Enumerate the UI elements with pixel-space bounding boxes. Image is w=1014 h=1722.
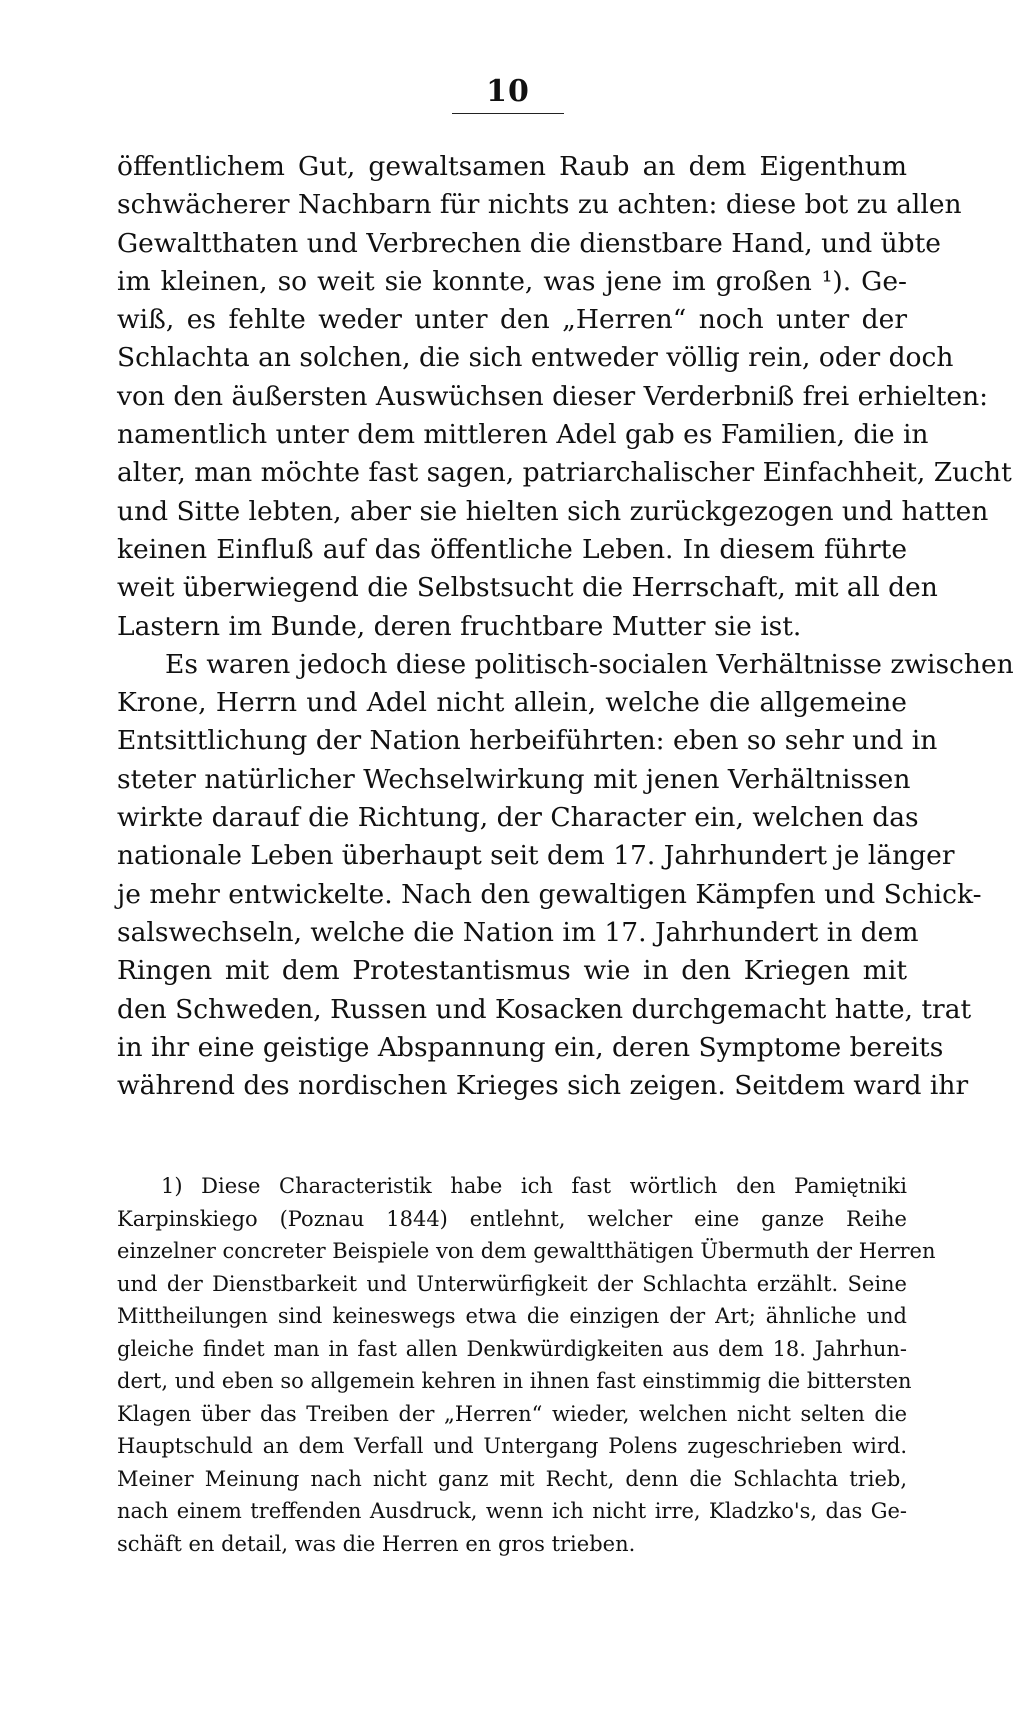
text-line: weit überwiegend die Selbstsucht die Herrschaft, mit all den — [117, 572, 938, 604]
page-number: 10 — [486, 74, 530, 109]
text-line: steter natürlicher Wechselwirkung mit jenen Verhältnissen — [117, 763, 911, 795]
footnote-line: schäft en detail, was die Herren en gros trieben. — [117, 1531, 636, 1556]
text-line: Schlachta an solchen, die sich entweder völlig rein, oder doch — [117, 342, 954, 374]
footnote-line: Karpinskiego (Poznau 1844) entlehnt, welcher eine ganze Reihe — [117, 1206, 907, 1231]
text-line: von den äußersten Auswüchsen dieser Verderbniß frei erhielten: — [117, 380, 989, 412]
footnote-line: und der Dienstbarkeit und Unterwürfigkeit der Schlachta erzählt. Seine — [117, 1271, 907, 1296]
text-line: während des nordischen Krieges sich zeigen. Seitdem ward ihr — [117, 1070, 969, 1102]
footnote-line: 1) Diese Characteristik habe ich fast wörtlich den Pamiętniki — [161, 1174, 907, 1198]
text-line: salswechseln, welche die Nation im 17. Jahrhundert in dem — [117, 916, 919, 948]
text-line: und Sitte lebten, aber sie hielten sich zurückgezogen und hatten — [117, 495, 989, 527]
text-line: Ringen mit dem Protestantismus wie in den Kriegen mit — [117, 955, 907, 987]
footnote-line: nach einem treffenden Ausdruck, wenn ich nicht irre, Kladzko's, das Ge- — [117, 1499, 907, 1523]
text-line: keinen Einfluß auf das öffentliche Leben. In diesem führte — [117, 533, 907, 565]
text-line: Krone, Herrn und Adel nicht allein, welche die allgemeine — [117, 687, 907, 719]
text-line: öffentlichem Gut, gewaltsamen Raub an dem Eigenthum — [117, 151, 907, 182]
text-line: wirkte darauf die Richtung, der Character ein, welchen das — [117, 802, 919, 834]
text-line: im kleinen, so weit sie konnte, was jene im großen ¹). Ge- — [117, 265, 907, 297]
text-line: Entsittlichung der Nation herbeiführten: eben so sehr und in — [117, 725, 938, 757]
footnote-line: Klagen über das Treiben der „Herren“ wieder, welchen nicht selten die — [117, 1401, 907, 1426]
text-line: wiß, es fehlte weder unter den „Herren“ noch unter der — [117, 304, 907, 336]
main-text — [117, 148, 1014, 1105]
footnote-line: gleiche findet man in fast allen Denkwürdigkeiten aus dem 18. Jahrhun- — [117, 1336, 907, 1361]
text-line: namentlich unter dem mittleren Adel gab es Familien, die in — [117, 419, 929, 451]
footnote-line: Hauptschuld an dem Verfall und Untergang Polens zugeschrieben wird. — [117, 1434, 907, 1458]
footnote-line: Mittheilungen sind keineswegs etwa die einzigen der Art; ähnliche und — [117, 1304, 907, 1328]
footnote-line: dert, und eben so allgemein kehren in ihnen fast einstimmig die bittersten — [117, 1369, 912, 1393]
footnote-line: Meiner Meinung nach nicht ganz mit Recht, denn die Schlachta trieb, — [117, 1466, 907, 1491]
text-line: nationale Leben überhaupt seit dem 17. Jahrhundert je länger — [117, 840, 955, 872]
footnote-line: einzelner concreter Beispiele von dem gewaltthätigen Übermuth der Herren — [117, 1239, 936, 1263]
text-line: Es waren jedoch diese politisch-socialen Verhältnisse zwischen — [165, 648, 1014, 680]
text-line: je mehr entwickelte. Nach den gewaltigen Kämpfen und Schick- — [117, 878, 982, 910]
text-line: Lastern im Bunde, deren fruchtbare Mutter sie ist. — [117, 610, 802, 642]
text-line: den Schweden, Russen und Kosacken durchgemacht hatte, trat — [117, 993, 972, 1025]
text-line: schwächerer Nachbarn für nichts zu achten: diese bot zu allen — [117, 189, 962, 221]
footnote — [117, 1170, 936, 1560]
text-line: Gewaltthaten und Verbrechen die dienstbare Hand, und übte — [117, 227, 941, 259]
text-line: alter, man möchte fast sagen, patriarchalischer Einfachheit, Zucht — [117, 457, 1012, 489]
page-number-rule — [452, 113, 564, 114]
text-line: in ihr eine geistige Abspannung ein, deren Symptome bereits — [117, 1031, 944, 1063]
